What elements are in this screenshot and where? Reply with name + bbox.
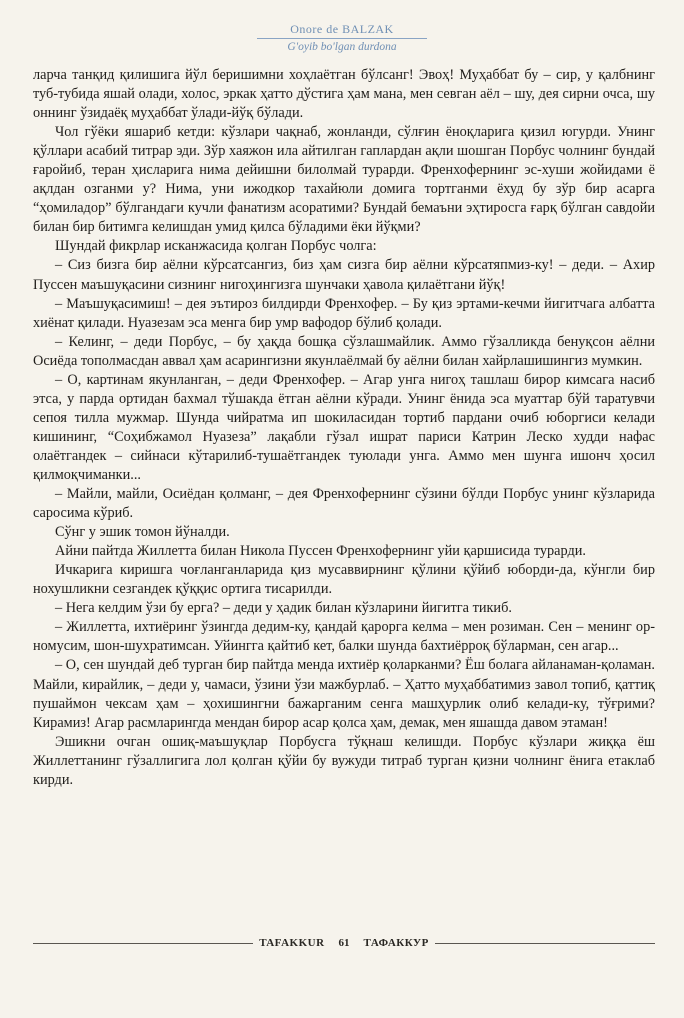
running-header (0, 22, 684, 54)
paragraph: Шундай фикрлар исканжасида қолган Порбус чолга: (55, 238, 377, 255)
paragraph: Айни пайтда Жиллетта билан Никола Пуссен Френхофернинг уйи қаршисида турарди. (55, 543, 586, 560)
footer-rule-left (33, 943, 253, 944)
paragraph: – О, картинам якунланган, – деди Френхофер. – Агар унга нигоҳ ташлаш бирор кимсага насиб этса, у парда ортидан бахмал тўшакда ётган аёлни кўради. Унинг ёнида эса муаттар бўй таратувчи сепоя тилла мужмар. Шунда чийратма ип шокиласидан тортиб пардани очиб юборгиси келади кишининг, “Соҳибжамол Нуазеза” лақабли гўзал ишрат париси Катрин Леско худди нафас олаётгандек – сийнаси кўтарилиб-тушаётгандек туюлади унга. Аммо мен шунга ишонч ҳосил қилмоқчиманки... (33, 371, 655, 483)
paragraph: Ичкарига киришга чоғланганларида қиз мусаввирнинг қўлини қўйиб юборди-да, кўнгли бир нохушликни сезгандек қўққис ортига тисарилди. (33, 562, 655, 598)
paragraph: – Майли, майли, Осиёдан қолманг, – дея Френхофернинг сўзини бўлди Порбус унинг кўзларида саросима кўриб. (33, 486, 655, 522)
paragraph: Эшикни очган ошиқ-маъшуқлар Порбусга тўқнаш келишди. Порбус кўзлари жиққа ёш Жиллеттанинг гўзаллигига лол қолган қўйи бу вужуди титраб турган қизни чолнинг ёнига етаклаб кирди. (33, 733, 655, 788)
page-footer (33, 934, 655, 952)
article-body (33, 66, 655, 790)
footer-label-latin: TAFAKKUR (259, 937, 325, 949)
paragraph: – Маъшуқасимиш! – дея эътироз билдирди Френхофер. – Бу қиз эртами-кечми йигитчага албатта хиёнат қилади. Нуазезам эса менга бир умр вафодор бўлиб қолади. (33, 295, 655, 331)
footer-rule-right (435, 943, 655, 944)
paragraph: ларча танқид қилишига йўл беришимни хоҳлаётган бўлсанг! Эвоҳ! Муҳаббат бу – сир, у қалбнинг туб-тубида яшай олади, холос, эркак ҳатто дўстига ҳам мана, мен севган аёл – шу, дея сирни очса, шу оннинг ўзидаёқ муҳаббат ўлади-йўқ бўлади. (33, 67, 655, 122)
paragraph: – Нега келдим ўзи бу ерга? – деди у ҳадик билан кўзларини йигитга тикиб. (55, 600, 512, 617)
footer-label-cyrillic: ТАФАККУР (363, 937, 429, 949)
page-number: 61 (338, 937, 350, 949)
paragraph: Сўнг у эшик томон йўналди. (55, 524, 230, 541)
header-divider (257, 38, 427, 39)
paragraph: – Сиз бизга бир аёлни кўрсатсангиз, биз ҳам сизга бир аёлни кўрсатяпмиз-ку! – деди. – Ахир Пуссен маъшуқасини сизнинг нигоҳингизга шунчаки ҳавола қилаётгани йўқ! (33, 257, 655, 293)
paragraph: – Жиллетта, ихтиёринг ўзингда дедим-ку, қандай қарорга келма – мен розиман. Сен – менинг ор-номусим, шон-шухратимсан. Уйингга қайтиб кет, балки шунда бахтиёрроқ бўларман, сен агар... (33, 619, 655, 655)
header-title: G'oyib bo'lgan durdona (287, 41, 397, 53)
paragraph: – Келинг, – деди Порбус, – бу ҳақда бошқа сўзлашмайлик. Аммо гўзалликда бенуқсон аёлни Осиёда тополмасдан аввал ҳам асарингизни якунлаёлмай бу аёлни билан хайрлашишингиз мумкин. (33, 333, 655, 369)
paragraph: Чол гўёки яшариб кетди: кўзлари чақнаб, жонланди, сўлғин ёноқларига қизил югурди. Унинг қўллари асабий титрар эди. Зўр хаяжон ила айтилган гаплардан ақли шошган Порбус чолнинг бундай ғаройиб, теран ҳисларига нима дейишни билолмай турарди. Френхофернинг эс-хуши жойидами ё ақлдан озганми у? Нима, уни ижодкор тахайюли домига тортганми ёхуд бу зўр бир асарга “ҳомиладор” бўлгандаги кучли фанатизм асоратими? Бундай бемаъни эҳтиросга ғарқ бўлган савдойи билан бир битимга келишдан умид қилса бўладими ёки йўқми? (33, 124, 655, 236)
paragraph: – О, сен шундай деб турган бир пайтда менда ихтиёр қоларканми? Ёш болага айланаман-қоламан. Майли, кирайлик, – деди у, чамаси, ўзини ўзи мажбурлаб. – Ҳатто муҳаббатимиз завол топиб, қаттиқ пушаймон чексам ҳам – ҳохишингни бажарганим сенга машҳурлик олиб келади-ку, тўғрими? Кирамиз! Агар расмларингда мендан бирор асар қолса ҳам, демак, мен яшашда давом этаман! (33, 657, 655, 731)
header-author: Onore de BALZAK (290, 22, 394, 36)
